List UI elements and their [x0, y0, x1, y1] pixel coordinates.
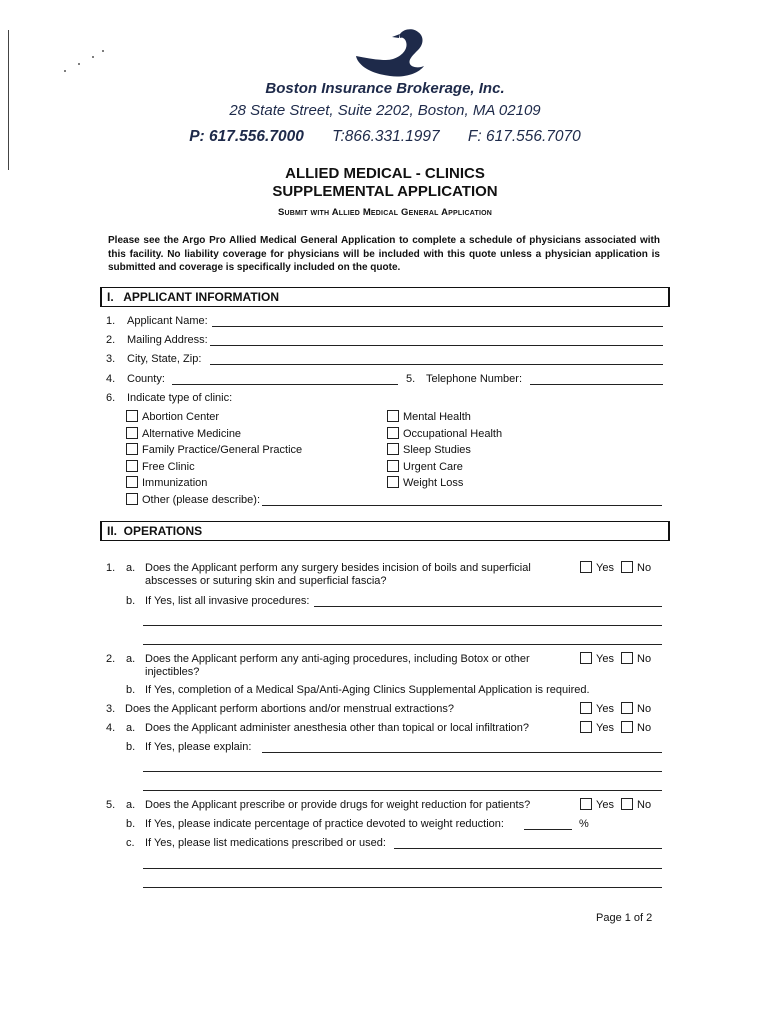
medications-field[interactable]	[394, 848, 662, 849]
question-number: 1.	[106, 562, 116, 574]
question-letter: a.	[126, 722, 136, 734]
checkbox-icon[interactable]	[387, 427, 399, 439]
question-text: abscesses or suturing skin and superficial fascia?	[145, 575, 387, 587]
scan-speck	[92, 56, 94, 58]
form-title-line2: SUPPLEMENTAL APPLICATION	[272, 183, 498, 200]
clinic-option-occupational-health[interactable]	[387, 427, 502, 441]
question-letter: a.	[126, 799, 136, 811]
question-number: 3.	[106, 703, 116, 715]
page-number: Page 1 of 2	[596, 912, 653, 924]
yes-no-choice	[580, 702, 651, 715]
swan-logo-icon	[352, 26, 432, 80]
medications-field-line2[interactable]	[143, 868, 662, 869]
checkbox-icon[interactable]	[580, 702, 592, 714]
question-number: 1.	[106, 315, 116, 327]
question-letter: c.	[126, 837, 135, 849]
question-number: 5.	[106, 799, 116, 811]
option-label: Occupational Health	[403, 428, 503, 440]
fax-number: F: 617.556.7070	[467, 128, 581, 145]
question-text: Does the Applicant perform any anti-aging procedures, including Botox or other	[145, 653, 530, 665]
yes-label: Yes	[596, 722, 614, 734]
clinic-option-urgent-care[interactable]	[387, 460, 463, 474]
checkbox-icon[interactable]	[387, 410, 399, 422]
yes-no-choice	[580, 721, 651, 734]
option-label: Other (please describe):	[142, 494, 260, 506]
clinic-option-weight-loss[interactable]	[387, 476, 463, 490]
option-label: Weight Loss	[403, 477, 464, 489]
anesthesia-explain-field-line3[interactable]	[143, 790, 662, 791]
field-label-mailing-address: Mailing Address:	[127, 334, 208, 346]
question-text: Does the Applicant perform any surgery besides incision of boils and superficial	[145, 562, 531, 574]
field-label-telephone: Telephone Number:	[426, 373, 523, 385]
no-label: No	[637, 562, 652, 574]
clinic-option-mental-health[interactable]	[387, 410, 471, 424]
checkbox-icon[interactable]	[580, 721, 592, 733]
clinic-option-other[interactable]	[126, 493, 260, 507]
clinic-option-abortion-center[interactable]	[126, 410, 219, 424]
company-name: Boston Insurance Brokerage, Inc.	[265, 80, 505, 97]
yes-no-choice	[580, 561, 651, 574]
medications-field-line3[interactable]	[143, 887, 662, 888]
option-label: Abortion Center	[142, 411, 220, 423]
checkbox-icon[interactable]	[580, 652, 592, 664]
yes-label: Yes	[596, 703, 614, 715]
question-letter: b.	[126, 684, 136, 696]
toll-free-number: T:866.331.1997	[332, 128, 440, 145]
checkbox-icon[interactable]	[126, 476, 138, 488]
checkbox-icon[interactable]	[580, 561, 592, 573]
option-label: Urgent Care	[403, 461, 463, 473]
question-number: 2.	[106, 653, 116, 665]
option-label: Sleep Studies	[403, 444, 471, 456]
option-label: Mental Health	[403, 411, 471, 423]
question-letter: b.	[126, 741, 136, 753]
field-label-medications: If Yes, please list medications prescribed or used:	[145, 837, 386, 849]
scan-speck	[78, 63, 80, 65]
yes-no-choice	[580, 652, 651, 665]
checkbox-icon[interactable]	[580, 798, 592, 810]
anesthesia-explain-field-line2[interactable]	[143, 771, 662, 772]
field-label-invasive-procedures: If Yes, list all invasive procedures:	[145, 595, 310, 607]
section-title: II. OPERATIONS	[107, 524, 203, 538]
yes-label: Yes	[596, 799, 614, 811]
weight-reduction-percent-field[interactable]	[524, 829, 572, 830]
clinic-option-alternative-medicine[interactable]	[126, 427, 241, 441]
scan-edge-mark	[8, 30, 9, 170]
mailing-address-field[interactable]	[210, 345, 663, 346]
no-label: No	[637, 799, 652, 811]
telephone-field[interactable]	[530, 384, 663, 385]
invasive-procedures-field-line3[interactable]	[143, 644, 662, 645]
form-subtitle: Submit with Allied Medical General Application	[277, 207, 493, 218]
checkbox-icon[interactable]	[126, 493, 138, 505]
question-text: injectibles?	[145, 666, 200, 678]
checkbox-icon[interactable]	[387, 476, 399, 488]
checkbox-icon[interactable]	[621, 702, 633, 714]
scan-speck	[102, 50, 104, 52]
question-letter: a.	[126, 653, 136, 665]
question-number: 5.	[406, 373, 416, 385]
checkbox-icon[interactable]	[126, 443, 138, 455]
anesthesia-explain-field[interactable]	[262, 752, 662, 753]
no-label: No	[637, 722, 652, 734]
checkbox-icon[interactable]	[126, 427, 138, 439]
question-number: 4.	[106, 722, 116, 734]
section-title: I. APPLICANT INFORMATION	[107, 290, 279, 304]
applicant-name-field[interactable]	[212, 326, 663, 327]
clinic-option-family-practice[interactable]	[126, 443, 302, 457]
field-label-applicant-name: Applicant Name:	[127, 315, 208, 327]
question-letter: b.	[126, 595, 136, 607]
question-number: 3.	[106, 353, 116, 365]
invasive-procedures-field[interactable]	[314, 606, 662, 607]
company-phones	[0, 128, 770, 146]
checkbox-icon[interactable]	[126, 410, 138, 422]
clinic-option-sleep-studies[interactable]	[387, 443, 471, 457]
county-field[interactable]	[172, 384, 398, 385]
question-number: 6.	[106, 392, 116, 404]
checkbox-icon[interactable]	[621, 561, 633, 573]
field-label-anesthesia-explain: If Yes, please explain:	[145, 741, 252, 753]
city-state-zip-field[interactable]	[210, 364, 663, 365]
question-number: 4.	[106, 373, 116, 385]
question-text: Does the Applicant administer anesthesia other than topical or local infiltration?	[145, 722, 530, 734]
option-label: Family Practice/General Practice	[142, 444, 303, 456]
section-header-operations	[100, 521, 670, 541]
field-label-weight-reduction-percent: If Yes, please indicate percentage of practice devoted to weight reduction:	[145, 818, 504, 830]
company-address: 28 State Street, Suite 2202, Boston, MA 02109	[229, 102, 541, 119]
no-label: No	[637, 703, 652, 715]
field-label-county: County:	[127, 373, 165, 385]
question-text: If Yes, completion of a Medical Spa/Anti-Aging Clinics Supplemental Application is required.	[145, 684, 590, 696]
checkbox-icon[interactable]	[126, 460, 138, 472]
percent-unit: %	[579, 818, 589, 830]
checkbox-icon[interactable]	[621, 721, 633, 733]
question-letter: a.	[126, 562, 136, 574]
yes-no-choice	[580, 798, 651, 811]
intro-paragraph: Please see the Argo Pro Allied Medical General Application to complete a schedule of physicians associated with this facility. No liability coverage for physicians will be included with this quote unless a physician application is submitted and coverage is specifically included on the quote.	[108, 235, 660, 273]
other-clinic-description-field[interactable]	[262, 505, 662, 506]
question-text: Does the Applicant prescribe or provide drugs for weight reduction for patients?	[145, 799, 531, 811]
clinic-option-free-clinic[interactable]	[126, 460, 195, 474]
phone-number: P: 617.556.7000	[189, 128, 304, 145]
option-label: Free Clinic	[142, 461, 195, 473]
no-label: No	[637, 653, 652, 665]
yes-label: Yes	[596, 562, 614, 574]
checkbox-icon[interactable]	[621, 798, 633, 810]
question-text: Does the Applicant perform abortions and/or menstrual extractions?	[125, 703, 454, 715]
yes-label: Yes	[596, 653, 614, 665]
field-label-city-state-zip: City, State, Zip:	[127, 353, 202, 365]
clinic-option-immunization[interactable]	[126, 476, 207, 490]
checkbox-icon[interactable]	[387, 443, 399, 455]
question-number: 2.	[106, 334, 116, 346]
field-label-clinic-type: Indicate type of clinic:	[127, 392, 233, 404]
checkbox-icon[interactable]	[621, 652, 633, 664]
option-label: Immunization	[142, 477, 208, 489]
checkbox-icon[interactable]	[387, 460, 399, 472]
form-title-line1: ALLIED MEDICAL - CLINICS	[285, 165, 485, 182]
section-header-applicant-info	[100, 287, 670, 307]
invasive-procedures-field-line2[interactable]	[143, 625, 662, 626]
question-letter: b.	[126, 818, 136, 830]
scan-speck	[64, 70, 66, 72]
option-label: Alternative Medicine	[142, 428, 242, 440]
